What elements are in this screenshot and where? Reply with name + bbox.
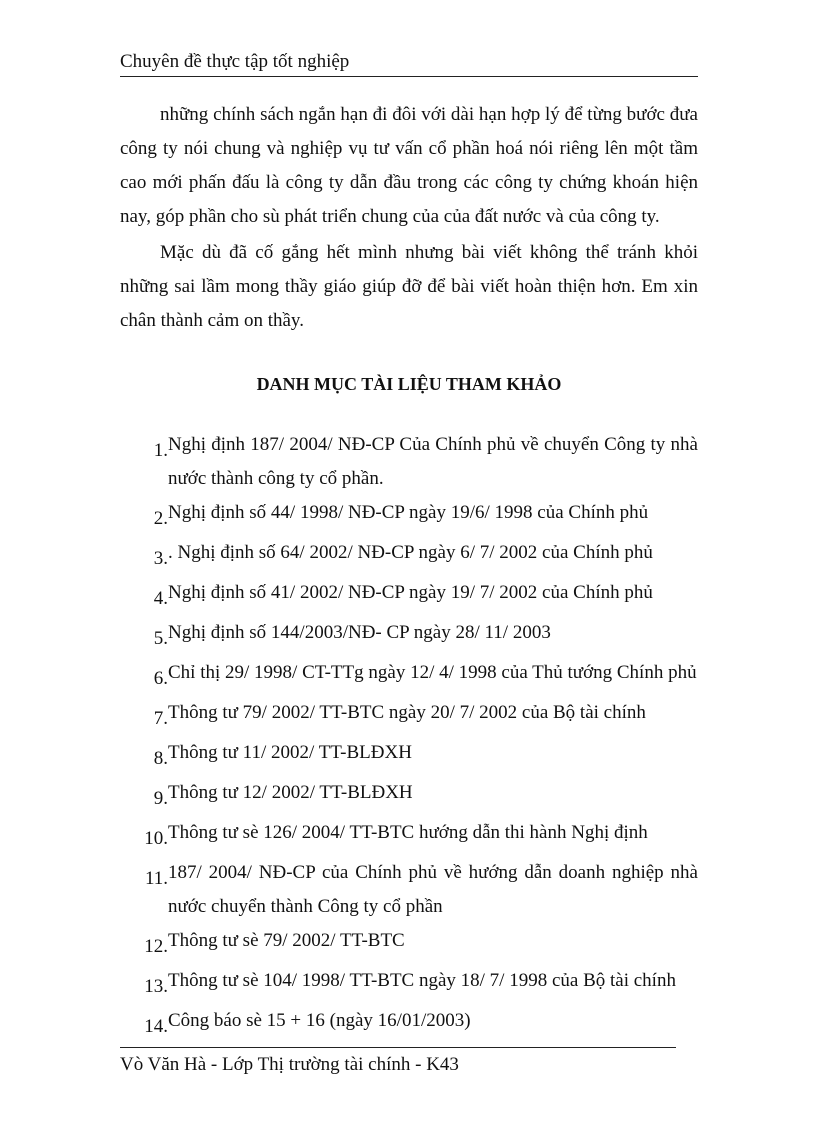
- reference-item: [120, 576, 698, 616]
- reference-number: 6.: [153, 668, 168, 689]
- reference-number: 1.: [153, 440, 168, 461]
- reference-number: 11.: [144, 868, 168, 889]
- reference-text: Thông tư 11/ 2002/ TT-BLĐXH: [168, 742, 412, 763]
- reference-item: [120, 816, 698, 856]
- reference-item: [120, 1004, 698, 1044]
- reference-number: 8.: [153, 748, 168, 769]
- reference-text: Thông tư 12/ 2002/ TT-BLĐXH: [168, 782, 413, 803]
- reference-number: 14.: [144, 1016, 168, 1037]
- reference-item: [120, 856, 698, 924]
- reference-item: [120, 696, 698, 736]
- reference-text: Công báo sè 15 + 16 (ngày 16/01/2003): [168, 1010, 471, 1031]
- reference-item: [120, 428, 698, 496]
- reference-number: 5.: [153, 628, 168, 649]
- reference-number: 7.: [153, 708, 168, 729]
- body-paragraph-2: Mặc dù đã cố gắng hết mình nhưng bài viết không thể tránh khỏi những sai lầm mong thầy giáo giúp đỡ để bài viết hoàn thiện hơn. Em xin chân thành cảm on thầy.: [120, 242, 698, 331]
- reference-text: Thông tư sè 126/ 2004/ TT-BTC hướng dẫn thi hành Nghị định: [168, 822, 648, 843]
- reference-item: [120, 964, 698, 1004]
- reference-text: Nghị định số 44/ 1998/ NĐ-CP ngày 19/6/ 1998 của Chính phủ: [168, 502, 649, 523]
- reference-text: Thông tư sè 104/ 1998/ TT-BTC ngày 18/ 7/ 1998 của Bộ tài chính: [168, 970, 676, 991]
- reference-text: Nghị định 187/ 2004/ NĐ-CP Của Chính phủ về chuyển Công ty nhà nước thành công ty cổ phần.: [168, 434, 698, 489]
- reference-item: [120, 536, 698, 576]
- reference-item: [120, 776, 698, 816]
- page-header: Chuyên đề thực tập tốt nghiệp: [120, 50, 698, 77]
- reference-text: Chỉ thị 29/ 1998/ CT-TTg ngày 12/ 4/ 1998 của Thủ tướng Chính phủ: [168, 662, 697, 683]
- body-paragraph-1: những chính sách ngắn hạn đi đôi với dài hạn hợp lý để từng bước đưa công ty nói chung và nghiệp vụ tư vấn cổ phần hoá nói riêng lên một tầm cao mới phấn đấu là công ty dẫn đầu trong các công ty chứng khoán hiện nay, góp phần cho sù phát triển chung của của đất nước và của công ty.: [120, 104, 698, 227]
- reference-text: Thông tư 79/ 2002/ TT-BTC ngày 20/ 7/ 2002 của Bộ tài chính: [168, 702, 646, 723]
- reference-item: [120, 924, 698, 964]
- reference-item: [120, 616, 698, 656]
- reference-text: Thông tư sè 79/ 2002/ TT-BTC: [168, 930, 405, 951]
- reference-text: Nghị định số 41/ 2002/ NĐ-CP ngày 19/ 7/ 2002 của Chính phủ: [168, 582, 653, 603]
- reference-item: [120, 496, 698, 536]
- reference-text: . Nghị định số 64/ 2002/ NĐ-CP ngày 6/ 7/ 2002 của Chính phủ: [168, 542, 653, 563]
- reference-number: 4.: [153, 588, 168, 609]
- reference-number: 3.: [153, 548, 168, 569]
- reference-text: Nghị định số 144/2003/NĐ- CP ngày 28/ 11/ 2003: [168, 622, 551, 643]
- reference-text: 187/ 2004/ NĐ-CP của Chính phủ về hướng dẫn doanh nghiệp nhà nước chuyển thành Công ty cổ phần: [168, 862, 698, 917]
- references-title: DANH MỤC TÀI LIỆU THAM KHẢO: [256, 374, 562, 394]
- reference-number: 12.: [144, 936, 168, 957]
- page-footer: Vò Văn Hà - Lớp Thị trường tài chính - K43: [120, 1047, 676, 1078]
- reference-item: [120, 656, 698, 696]
- reference-list: [120, 428, 698, 1044]
- reference-number: 2.: [153, 508, 168, 529]
- reference-number: 10.: [144, 828, 168, 849]
- reference-item: [120, 736, 698, 776]
- reference-number: 13.: [144, 976, 168, 997]
- reference-number: 9.: [153, 788, 168, 809]
